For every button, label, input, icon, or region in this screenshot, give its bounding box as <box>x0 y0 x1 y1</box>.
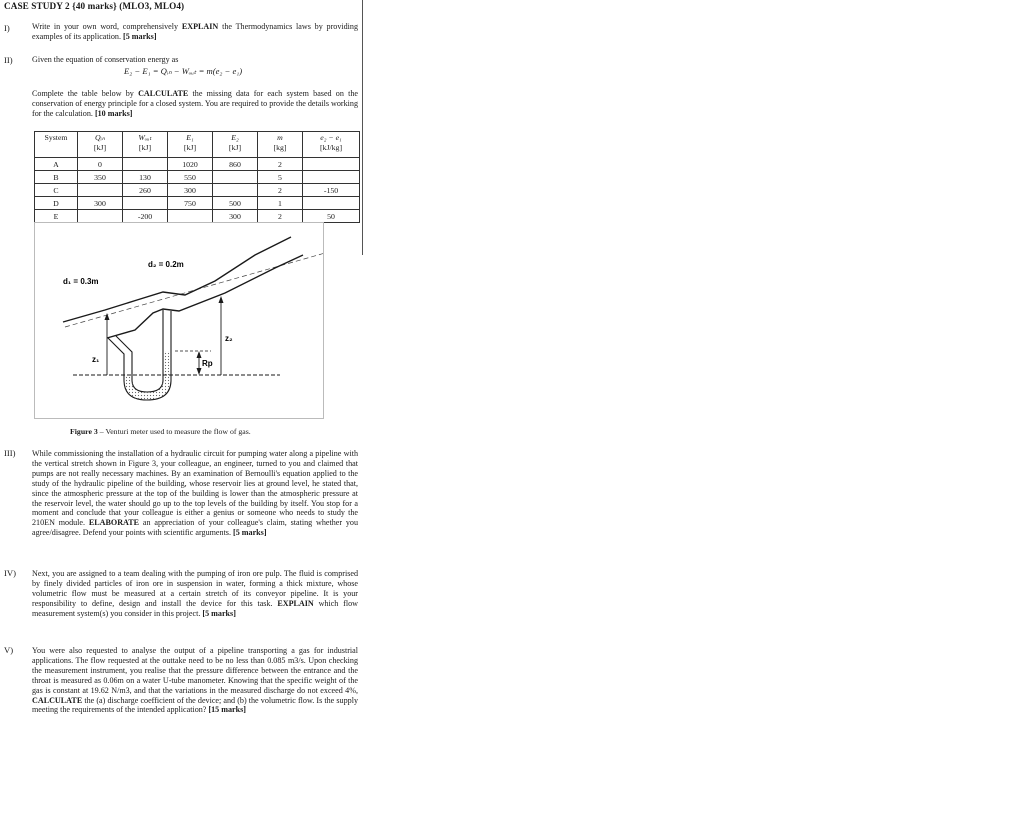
table-cell <box>213 184 258 197</box>
rp-label: Rp <box>202 359 213 368</box>
question-4-marks: [5 marks] <box>202 608 236 618</box>
question-4-post: which flow measurement system(s) you consider in this project. <box>32 598 359 618</box>
table-cell: 2 <box>258 184 303 197</box>
venturi-diagram <box>35 223 323 418</box>
table-cell: -200 <box>123 210 168 223</box>
table-cell: D <box>35 197 78 210</box>
rp-arrow-head-up <box>197 351 202 358</box>
question-3-marks: [5 marks] <box>233 528 267 538</box>
question-2-intro: Given the equation of conservation energy as <box>32 55 179 64</box>
z2-label: z₂ <box>225 334 233 343</box>
question-2-verb: CALCULATE <box>138 89 189 98</box>
question-3-text <box>32 449 358 538</box>
question-1-number: I) <box>4 23 10 33</box>
question-5-number: V) <box>4 645 14 655</box>
document-page <box>0 0 362 821</box>
z1-label: z₁ <box>92 355 100 364</box>
table-header-cell: e₂ − e₁ [kJ/kg] <box>303 132 360 158</box>
table-cell <box>123 158 168 171</box>
question-5-post: the (a) discharge coefficient of the device; and (b) the volumetric flow. Is the supply meeting the requirements of the intended application? <box>32 695 358 715</box>
question-2-post: the missing data for each system based on the conservation of energy principle for a closed system. You are required to provide the details working for the calculation. <box>32 89 359 118</box>
table-header-cell: E₂ [kJ] <box>213 132 258 158</box>
manometer-fluid <box>124 351 171 400</box>
question-4-number: IV) <box>4 568 16 578</box>
question-2-pre: Complete the table below by <box>32 89 139 98</box>
question-3-pre: While commissioning the installation of a hydraulic circuit for pumping water along a pipeline with the vertical stretch shown in Figure 3, your colleague, an engineer, turned to you and claimed that pumps are not really necessary machines. By an examination of Bernoulli's equation applied to the study of the hydraulic pipeline of the building, whose reservoir lies at ground level, he stated that, since the atmospheric pressure at the top of the building is lower than the atmospheric pressure at the reservoir level, the water should go up to the top levels of the building by itself. You stop for a moment and conclude that your colleague is either a genius or someone who needs to study the 210EN module. <box>32 449 358 528</box>
table-header-cell: m [kg] <box>258 132 303 158</box>
question-3-number: III) <box>4 448 16 458</box>
table-cell: 350 <box>78 171 123 184</box>
table-cell <box>303 158 360 171</box>
table-cell <box>303 171 360 184</box>
z2-arrow-head <box>219 296 224 303</box>
question-1-post: the Thermodynamics laws by providing examples of its application. <box>32 22 358 41</box>
table-cell: 300 <box>168 184 213 197</box>
energy-data-table <box>34 131 360 223</box>
page-edge-rule <box>362 0 363 255</box>
case-study-title: CASE STUDY 2 {40 marks} (MLO3, MLO4) <box>4 1 185 11</box>
question-2-number: II) <box>4 55 13 65</box>
table-cell: 5 <box>258 171 303 184</box>
table-header-cell: E₁ [kJ] <box>168 132 213 158</box>
table-cell: 260 <box>123 184 168 197</box>
table-cell: -150 <box>303 184 360 197</box>
rp-arrow-head-down <box>197 368 202 375</box>
question-4-verb: EXPLAIN <box>277 598 314 608</box>
question-1-verb: EXPLAIN <box>181 22 219 31</box>
table-cell: 550 <box>168 171 213 184</box>
table-cell: E <box>35 210 78 223</box>
question-2-marks: [10 marks] <box>94 108 133 118</box>
table-cell: 1 <box>258 197 303 210</box>
table-cell: C <box>35 184 78 197</box>
table-cell: 50 <box>303 210 360 223</box>
table-cell: 750 <box>168 197 213 210</box>
table-cell: B <box>35 171 78 184</box>
question-2-text <box>32 89 358 119</box>
table-cell <box>168 210 213 223</box>
manometer-left-leg-outer <box>108 338 124 380</box>
question-5-text <box>32 646 358 715</box>
question-3-verb: ELABORATE <box>88 518 140 528</box>
table-cell: 300 <box>213 210 258 223</box>
table-cell <box>303 197 360 210</box>
table-row <box>35 171 360 184</box>
question-3-post: an appreciation of your colleague's claim, stating whether you agree/disagree. Defend your points with scientific arguments. <box>32 518 358 538</box>
question-5-verb: CALCULATE <box>32 695 83 705</box>
table-cell <box>213 171 258 184</box>
table-cell: 300 <box>78 197 123 210</box>
question-1-text <box>32 22 358 42</box>
table-row <box>35 158 360 171</box>
question-4-text <box>32 569 358 619</box>
table-cell <box>78 184 123 197</box>
figure-caption-text: – Venturi meter used to measure the flow of gas. <box>97 427 251 436</box>
table-header-row <box>35 132 360 158</box>
table-cell: 500 <box>213 197 258 210</box>
question-5-pre: You were also requested to analyse the output of a pipeline transporting a gas for industrial applications. The flow requested at the outtake need to be no less than 0.085 m3/s. Upon checking the measurement instrument, you realise that the pressure difference between the entrance and the throat is measured as 0.06m on a water U-tube manometer. Knowing that the specific weight of the gas is constant at 19.62 N/m3, and that the variations in the measured discharge do not exceed 4%, <box>32 646 358 695</box>
table-cell: 2 <box>258 210 303 223</box>
table-row <box>35 184 360 197</box>
table-cell: 860 <box>213 158 258 171</box>
table-cell: 0 <box>78 158 123 171</box>
table-cell: A <box>35 158 78 171</box>
question-1-pre: Write in your own word, comprehensively <box>32 22 182 31</box>
question-4-pre: Next, you are assigned to a team dealing with the pumping of iron ore pulp. The fluid is comprised by finely divided particles of iron ore in suspension in water, forming a thick mixture, whose volumetric flow must be measured at a certain stretch of its conveyor pipeline. It is your responsibility to define, design and install the device for this task. <box>32 569 358 608</box>
table-row <box>35 210 360 223</box>
z1-arrow-head <box>105 313 110 320</box>
table-cell <box>78 210 123 223</box>
energy-equation: E₂ − E₁ = Qᵢₙ − Wₒᵤₜ = m(e₂ − e₁) <box>124 66 243 76</box>
table-header-cell: System <box>35 132 78 158</box>
question-5-marks: [15 marks] <box>208 705 246 715</box>
d2-label: d₂ = 0.2m <box>148 260 184 269</box>
table-cell: 2 <box>258 158 303 171</box>
table-cell <box>123 197 168 210</box>
table-row <box>35 197 360 210</box>
table-header-cell: Qᵢₙ [kJ] <box>78 132 123 158</box>
table-header-cell: Wₒᵤₜ [kJ] <box>123 132 168 158</box>
table-cell: 130 <box>123 171 168 184</box>
table-cell: 1020 <box>168 158 213 171</box>
figure-caption <box>70 427 251 436</box>
figure-caption-label: Figure 3 <box>70 427 98 436</box>
d1-label: d₁ = 0.3m <box>63 277 99 286</box>
question-1-marks: [5 marks] <box>123 31 157 41</box>
venturi-figure <box>34 222 324 419</box>
